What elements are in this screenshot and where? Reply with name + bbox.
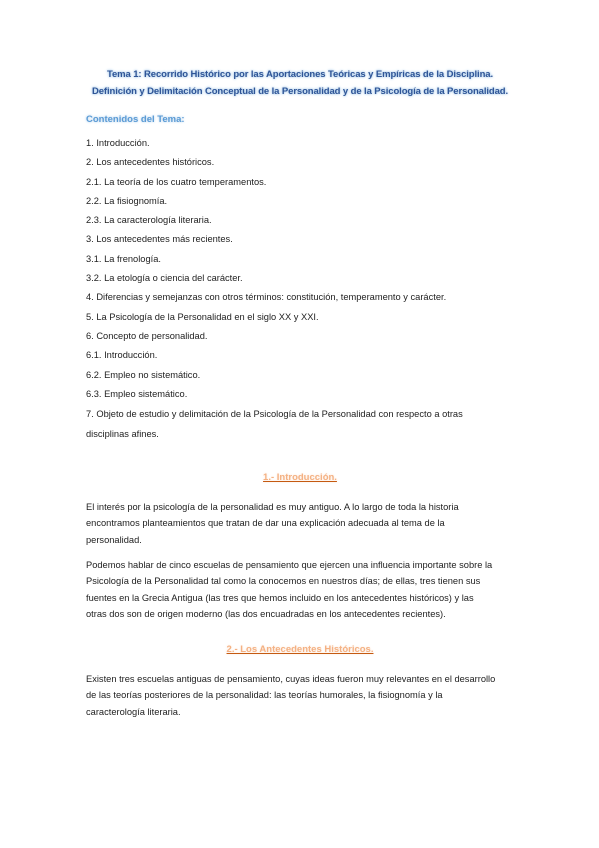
toc-item: 3. Los antecedentes más recientes. bbox=[86, 234, 233, 245]
toc-item: 2. Los antecedentes históricos. bbox=[86, 157, 215, 168]
section-heading-introduccion: 1.- Introducción. bbox=[263, 472, 337, 483]
document-title bbox=[60, 66, 540, 100]
toc-item: 6.3. Empleo sistemático. bbox=[86, 388, 188, 399]
paragraph: Existen tres escuelas antiguas de pensamiento, cuyas ideas fueron muy relevantes en el desarrollo de las teorías posteriores de la personalidad: las teorías humorales, la fisiognomía y la caracterología literaria. bbox=[86, 674, 496, 717]
toc-item: 3.2. La etología o ciencia del carácter. bbox=[86, 273, 243, 284]
paragraph: Podemos hablar de cinco escuelas de pensamiento que ejercen una influencia importante sobre la Psicología de la Personalidad tal como la conocemos en nuestros días; de ellas, tres tienen sus fuentes en la Grecia Antigua (las tres que hemos incluido en los antecedentes históricos) y las otras dos son de origen moderno (las dos encuadradas en los antecedentes recientes). bbox=[86, 560, 493, 619]
title-line-2: Definición y Delimitación Conceptual de la Personalidad y de la Psicología de la Personalidad. bbox=[91, 86, 509, 97]
toc-item: 7. Objeto de estudio y delimitación de la Psicología de la Personalidad con respecto a otras disciplinas afines. bbox=[86, 409, 463, 440]
toc-item: 3.1. La frenología. bbox=[86, 253, 161, 264]
toc-item: 2.3. La caracterología literaria. bbox=[86, 215, 212, 226]
toc-item: 2.1. La teoría de los cuatro temperamentos. bbox=[86, 176, 267, 187]
toc-item: 6.1. Introducción. bbox=[86, 350, 158, 361]
toc-item: 2.2. La fisiognomía. bbox=[86, 195, 168, 206]
toc-item: 5. La Psicología de la Personalidad en el siglo XX y XXI. bbox=[86, 311, 319, 322]
toc-item: 4. Diferencias y semejanzas con otros términos: constitución, temperamento y carácter. bbox=[86, 292, 447, 303]
toc-item: 6.2. Empleo no sistemático. bbox=[86, 369, 201, 380]
toc-item: 1. Introducción. bbox=[86, 138, 150, 148]
toc-item: 6. Concepto de personalidad. bbox=[86, 330, 208, 341]
table-of-contents bbox=[86, 134, 526, 444]
section-heading-antecedentes: 2.- Los Antecedentes Históricos. bbox=[226, 644, 374, 655]
paragraph: El interés por la psicología de la personalidad es muy antiguo. A lo largo de toda la historia encontramos planteamientos que tratan de dar una explicación adecuada al tema de la personalidad. bbox=[86, 502, 459, 545]
title-line-1: Tema 1: Recorrido Histórico por las Aportaciones Teóricas y Empíricas de la Disciplina. bbox=[106, 69, 494, 80]
toc-heading: Contenidos del Tema: bbox=[86, 114, 185, 125]
